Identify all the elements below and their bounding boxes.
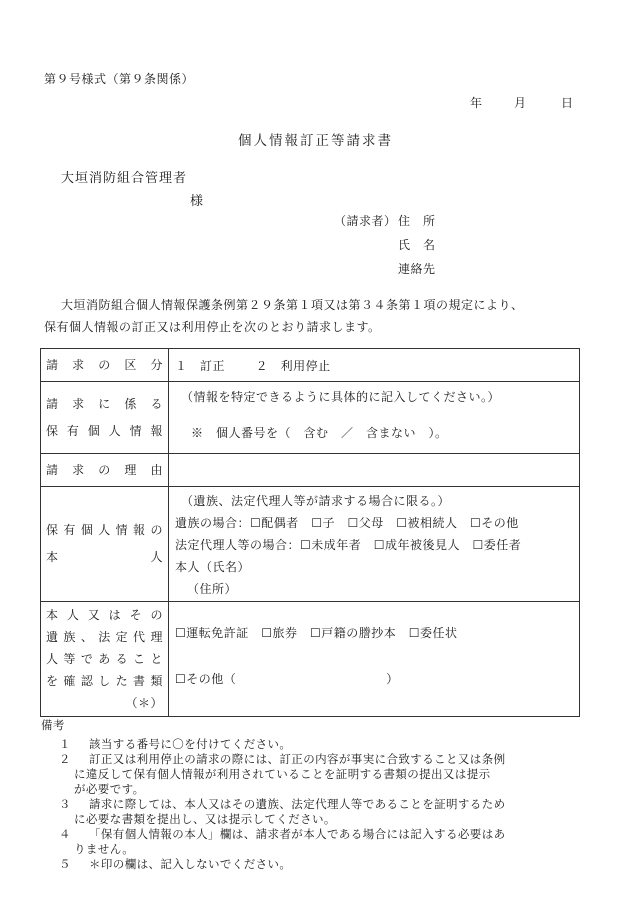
remarks-section: [41, 717, 506, 872]
label-target-info: 請 求 に 係 る 保 有 個 人 情 報: [41, 382, 169, 454]
addressee-name: 大垣消防組合管理者: [61, 171, 188, 186]
remark-item: １ 該当する番号に〇を付けてください。: [59, 737, 292, 751]
remark-item-cont: りません。: [74, 842, 135, 856]
principal-note: （遺族、法定代理人等が請求する場合に限る。）: [181, 494, 451, 508]
option-suspension[interactable]: ２ 利用停止: [255, 358, 331, 373]
requester-contact-label: 連絡先: [398, 262, 436, 276]
option-correction[interactable]: １ 訂正: [175, 358, 226, 373]
addressee-honorific: 様: [190, 194, 205, 209]
row-request-type: [41, 349, 580, 382]
row-principal: [41, 487, 580, 602]
mynumber-selection[interactable]: ※ 個人番号を（ 含む ／ 含まない ）。: [191, 426, 448, 440]
requester-address-label: 住 所: [398, 214, 436, 228]
date-year-label: 年: [470, 96, 483, 110]
legal-rep-checkboxes[interactable]: 法定代理人等の場合：☐未成年者 ☐成年被後見人 ☐委任者: [175, 538, 522, 552]
remark-item-cont: に違反して保有個人情報が利用されていることを証明する書類の提出又は提示: [74, 767, 491, 781]
remark-item-cont: が必要です。: [74, 782, 145, 796]
row-target-info: [41, 382, 580, 454]
id-doc-other[interactable]: [175, 668, 573, 690]
intro-line-2: 保有個人情報の訂正又は利用停止を次のとおり請求します。: [44, 320, 381, 334]
remark-item: ５ ＊印の欄は、記入しないでください。: [59, 857, 292, 871]
label-principal: 保 有 個 人 情 報 の 本 人: [41, 487, 169, 602]
form-number: 第９号様式（第９条関係）: [44, 72, 195, 86]
label-reason: 請 求 の 理 由: [41, 454, 169, 487]
row-reason: [41, 454, 580, 487]
page-title: 個人情報訂正等請求書: [238, 133, 393, 149]
target-info-instruction: （情報を特定できるように具体的に記入してください。）: [181, 390, 501, 404]
remark-item: ４ 「保有個人情報の本人」欄は、請求者が本人である場合には記入する必要はあ: [59, 827, 506, 841]
date-month-label: 月: [514, 96, 527, 110]
date-day-label: 日: [561, 96, 574, 110]
target-info-field[interactable]: [169, 382, 580, 454]
id-doc-checkboxes[interactable]: ☐運転免許証 ☐旅券 ☐戸籍の謄抄本 ☐委任状: [175, 626, 458, 640]
id-documents-field[interactable]: [169, 602, 580, 717]
id-doc-other-close: ）: [386, 672, 399, 686]
requester-label: （請求者）: [334, 214, 397, 228]
reason-field[interactable]: [169, 454, 580, 487]
row-id-documents: [41, 602, 580, 717]
intro-line-1: 大垣消防組合個人情報保護条例第２９条第１項又は第３４条第１項の規定により、: [61, 298, 524, 312]
asterisk-mark: （＊）: [125, 696, 163, 710]
remark-item: ２ 訂正又は利用停止の請求の際には、訂正の内容が事実に合致すること又は条例: [59, 752, 506, 766]
requester-name-label: 氏 名: [398, 238, 436, 252]
bereaved-checkboxes[interactable]: 遺族の場合：☐配偶者 ☐子 ☐父母 ☐被相続人 ☐その他: [175, 516, 519, 530]
request-form-table: [40, 348, 580, 717]
label-request-type: 請 求 の 区 分: [41, 349, 169, 382]
principal-address-label: （住所）: [187, 582, 238, 596]
principal-field[interactable]: [169, 487, 580, 602]
label-id-documents: 本 人 又 は そ の 遺 族 、 法 定 代 理 人 等 で あ る こ と を 確 認 し た 書 類 （＊）: [41, 602, 169, 717]
remarks-heading: 備考: [41, 718, 65, 732]
remark-item-cont: に必要な書類を提出し、又は提示してください。: [74, 812, 336, 826]
principal-name-label: 本人（氏名）: [175, 560, 251, 574]
id-doc-other-label[interactable]: ☐その他（: [175, 672, 237, 686]
request-type-options[interactable]: [169, 349, 580, 382]
remark-item: ３ 請求に際しては、本人又はその遺族、法定代理人等であることを証明するため: [59, 797, 506, 811]
